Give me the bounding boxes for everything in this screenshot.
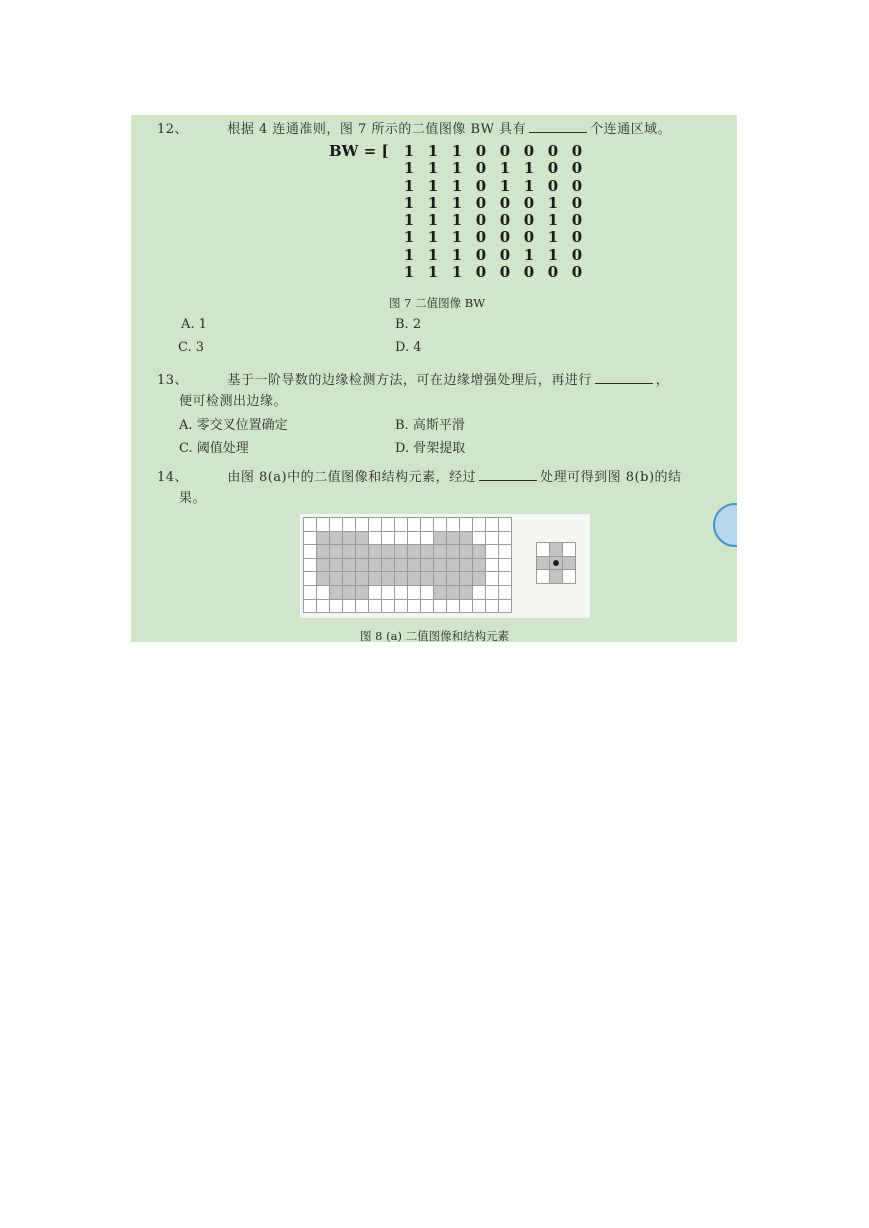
image-pixel (317, 545, 330, 559)
image-pixel (356, 545, 369, 559)
image-pixel (434, 532, 447, 546)
q12-number: 12、 (157, 122, 189, 137)
image-pixel (421, 572, 434, 586)
image-pixel (486, 545, 499, 559)
q13-blank (595, 372, 653, 384)
matrix-cell: 1 (523, 176, 535, 195)
image-pixel (408, 600, 421, 614)
binary-image-grid (303, 517, 512, 613)
q14-number: 14、 (157, 470, 189, 485)
matrix-cell: 1 (403, 263, 415, 282)
matrix-cell: 1 (523, 159, 535, 178)
image-pixel (330, 532, 343, 546)
floating-side-button[interactable] (713, 503, 737, 547)
q14-line2: 果。 (179, 491, 207, 506)
image-pixel (408, 532, 421, 546)
matrix-cell: 0 (571, 263, 583, 282)
matrix-cell: 1 (403, 142, 415, 160)
image-pixel (460, 518, 473, 532)
image-pixel (356, 600, 369, 614)
image-pixel (304, 600, 317, 614)
image-pixel (395, 545, 408, 559)
image-pixel (343, 518, 356, 532)
matrix-cell: 1 (451, 245, 463, 264)
image-pixel (330, 518, 343, 532)
image-pixel (447, 545, 460, 559)
q12-text-before: 根据 4 连通准则，图 7 所示的二值图像 BW 具有 (227, 122, 527, 137)
image-pixel (356, 532, 369, 546)
q13-text-before: 基于一阶导数的边缘检测方法，可在边缘增强处理后，再进行 (227, 373, 592, 388)
matrix-cell: 1 (451, 211, 463, 230)
matrix-cell: 0 (499, 211, 511, 230)
q14-text-after: 处理可得到图 8(b)的结 (540, 470, 682, 485)
structuring-element-cell (563, 543, 576, 557)
image-pixel (434, 572, 447, 586)
image-pixel (499, 572, 512, 586)
matrix-cell: 1 (427, 193, 439, 212)
matrix-cell: 1 (427, 142, 439, 160)
image-pixel (486, 586, 499, 600)
matrix-cell: 1 (403, 211, 415, 230)
image-pixel (486, 572, 499, 586)
structuring-element-cell (537, 557, 550, 571)
matrix-cell: 1 (403, 245, 415, 264)
structuring-element-cell (537, 543, 550, 557)
image-pixel (304, 532, 317, 546)
image-pixel (408, 518, 421, 532)
matrix-cell: 1 (451, 228, 463, 247)
image-pixel (486, 532, 499, 546)
matrix-row (397, 264, 589, 281)
image-pixel (304, 586, 317, 600)
matrix-cell: 0 (571, 193, 583, 212)
image-pixel (395, 532, 408, 546)
matrix-row (397, 229, 589, 246)
image-pixel (304, 545, 317, 559)
q13-line2: 便可检测出边缘。 (179, 394, 288, 409)
matrix-cell: 0 (523, 228, 535, 247)
image-pixel (395, 586, 408, 600)
image-pixel (382, 600, 395, 614)
image-pixel (343, 586, 356, 600)
image-pixel (382, 532, 395, 546)
q12-option-b: B. 2 (395, 317, 422, 332)
image-pixel (330, 586, 343, 600)
image-pixel (434, 559, 447, 573)
image-pixel (447, 572, 460, 586)
matrix-cell: 1 (403, 193, 415, 212)
q13-line (157, 369, 669, 388)
image-pixel (499, 532, 512, 546)
image-pixel (460, 559, 473, 573)
image-pixel (330, 559, 343, 573)
matrix-cell: 1 (451, 159, 463, 178)
image-pixel (330, 572, 343, 586)
image-pixel (369, 572, 382, 586)
image-pixel (356, 572, 369, 586)
matrix-cell: 0 (475, 142, 487, 160)
fig8a-panel (299, 513, 591, 619)
image-pixel (499, 600, 512, 614)
matrix-cell: 0 (571, 245, 583, 264)
matrix-cell: 1 (427, 176, 439, 195)
image-pixel (447, 586, 460, 600)
matrix-cell: 0 (499, 193, 511, 212)
image-pixel (408, 586, 421, 600)
matrix-row (397, 160, 589, 177)
image-pixel (317, 586, 330, 600)
q14-blank (479, 469, 537, 481)
q13-text-after: ， (655, 373, 670, 388)
matrix-cell: 0 (547, 263, 559, 282)
matrix-cell: 0 (571, 142, 583, 160)
q13-option-a: A. 零交叉位置确定 (179, 418, 288, 433)
matrix-row (397, 195, 589, 212)
image-pixel (304, 518, 317, 532)
matrix-cell: 0 (523, 142, 535, 160)
bw-matrix-rows (397, 143, 589, 281)
image-pixel (317, 600, 330, 614)
image-pixel (369, 600, 382, 614)
q13-number: 13、 (157, 373, 189, 388)
image-pixel (486, 559, 499, 573)
q13-option-c: C. 阈值处理 (179, 441, 249, 456)
image-pixel (369, 586, 382, 600)
image-pixel (382, 545, 395, 559)
image-pixel (499, 559, 512, 573)
matrix-cell: 1 (499, 176, 511, 195)
matrix-cell: 0 (499, 142, 511, 160)
image-pixel (343, 532, 356, 546)
matrix-cell: 1 (547, 211, 559, 230)
image-pixel (343, 559, 356, 573)
image-pixel (447, 559, 460, 573)
matrix-cell: 1 (547, 245, 559, 264)
matrix-cell: 0 (523, 263, 535, 282)
image-pixel (434, 518, 447, 532)
image-pixel (447, 518, 460, 532)
matrix-cell: 0 (475, 245, 487, 264)
matrix-row (397, 178, 589, 195)
q12-option-c: C. 3 (178, 340, 205, 355)
image-pixel (317, 572, 330, 586)
image-pixel (330, 545, 343, 559)
image-pixel (447, 600, 460, 614)
q13-option-d: D. 骨架提取 (395, 441, 466, 456)
image-pixel (499, 586, 512, 600)
image-pixel (473, 518, 486, 532)
structuring-element-cell (537, 570, 550, 584)
matrix-cell: 1 (427, 159, 439, 178)
matrix-cell: 1 (499, 159, 511, 178)
image-pixel (356, 559, 369, 573)
image-pixel (330, 600, 343, 614)
matrix-cell: 1 (403, 159, 415, 178)
image-pixel (421, 545, 434, 559)
matrix-cell: 1 (403, 176, 415, 195)
matrix-cell: 1 (451, 142, 463, 160)
matrix-cell: 1 (427, 245, 439, 264)
image-pixel (382, 586, 395, 600)
q12-text-after: 个连通区域。 (590, 122, 672, 137)
structuring-element-cell (550, 557, 563, 571)
matrix-row (397, 212, 589, 229)
image-pixel (473, 559, 486, 573)
matrix-cell: 0 (571, 159, 583, 178)
matrix-cell: 0 (475, 263, 487, 282)
fig8a-caption: 图 8 (a) 二值图像和结构元素 (360, 629, 510, 642)
matrix-row (397, 143, 589, 160)
matrix-cell: 0 (547, 176, 559, 195)
image-pixel (473, 572, 486, 586)
matrix-cell: 0 (475, 159, 487, 178)
q12-option-a: A. 1 (181, 317, 207, 332)
q13-option-b: B. 高斯平滑 (395, 418, 465, 433)
image-pixel (408, 545, 421, 559)
matrix-cell: 0 (523, 211, 535, 230)
image-pixel (356, 518, 369, 532)
image-pixel (421, 532, 434, 546)
image-pixel (421, 586, 434, 600)
matrix-cell: 0 (571, 228, 583, 247)
origin-dot-icon (553, 560, 559, 566)
matrix-cell: 0 (475, 176, 487, 195)
image-pixel (473, 586, 486, 600)
structuring-element-cell (563, 557, 576, 571)
image-pixel (395, 518, 408, 532)
bw-matrix-name: BW = [ (329, 142, 389, 160)
matrix-cell: 1 (427, 263, 439, 282)
matrix-cell: 1 (451, 176, 463, 195)
matrix-cell: 0 (499, 245, 511, 264)
image-pixel (304, 559, 317, 573)
matrix-cell: 1 (547, 193, 559, 212)
image-pixel (408, 559, 421, 573)
matrix-cell: 0 (499, 263, 511, 282)
image-pixel (317, 532, 330, 546)
q12-blank (529, 121, 587, 133)
matrix-cell: 1 (427, 211, 439, 230)
image-pixel (473, 600, 486, 614)
image-pixel (447, 532, 460, 546)
image-pixel (408, 572, 421, 586)
image-pixel (317, 518, 330, 532)
image-pixel (434, 545, 447, 559)
structuring-element-grid (536, 542, 576, 584)
image-pixel (460, 545, 473, 559)
image-pixel (499, 518, 512, 532)
matrix-cell: 0 (475, 211, 487, 230)
matrix-cell: 0 (499, 228, 511, 247)
matrix-cell: 1 (403, 228, 415, 247)
q12-line (157, 118, 671, 137)
matrix-cell: 0 (547, 142, 559, 160)
image-pixel (434, 586, 447, 600)
image-pixel (486, 518, 499, 532)
structuring-element-cell (550, 570, 563, 584)
image-pixel (460, 586, 473, 600)
image-pixel (473, 545, 486, 559)
matrix-cell: 1 (451, 193, 463, 212)
image-pixel (343, 572, 356, 586)
matrix-cell: 0 (475, 228, 487, 247)
image-pixel (343, 600, 356, 614)
q14-text-before: 由图 8(a)中的二值图像和结构元素，经过 (227, 470, 477, 485)
image-pixel (382, 572, 395, 586)
question-photo (131, 115, 737, 642)
structuring-element-cell (563, 570, 576, 584)
image-pixel (304, 572, 317, 586)
image-pixel (421, 559, 434, 573)
image-pixel (343, 545, 356, 559)
image-pixel (473, 532, 486, 546)
matrix-cell: 0 (571, 176, 583, 195)
image-pixel (460, 572, 473, 586)
matrix-cell: 0 (571, 211, 583, 230)
matrix-cell: 1 (427, 228, 439, 247)
image-pixel (395, 559, 408, 573)
image-pixel (369, 559, 382, 573)
q12-option-d: D. 4 (395, 340, 422, 355)
image-pixel (382, 559, 395, 573)
image-pixel (356, 586, 369, 600)
matrix-row (397, 247, 589, 264)
fig7-caption: 图 7 二值图像 BW (389, 296, 486, 310)
image-pixel (499, 545, 512, 559)
image-pixel (317, 559, 330, 573)
matrix-cell: 0 (547, 159, 559, 178)
image-pixel (369, 532, 382, 546)
image-pixel (382, 518, 395, 532)
image-pixel (460, 532, 473, 546)
image-pixel (421, 600, 434, 614)
matrix-cell: 1 (451, 263, 463, 282)
image-pixel (421, 518, 434, 532)
image-pixel (486, 600, 499, 614)
image-pixel (369, 518, 382, 532)
matrix-cell: 1 (523, 245, 535, 264)
matrix-cell: 0 (475, 193, 487, 212)
structuring-element-cell (550, 543, 563, 557)
matrix-cell: 1 (547, 228, 559, 247)
matrix-cell: 0 (523, 193, 535, 212)
image-pixel (460, 600, 473, 614)
image-pixel (434, 600, 447, 614)
image-pixel (369, 545, 382, 559)
image-pixel (395, 572, 408, 586)
q14-line (157, 466, 682, 485)
image-pixel (395, 600, 408, 614)
